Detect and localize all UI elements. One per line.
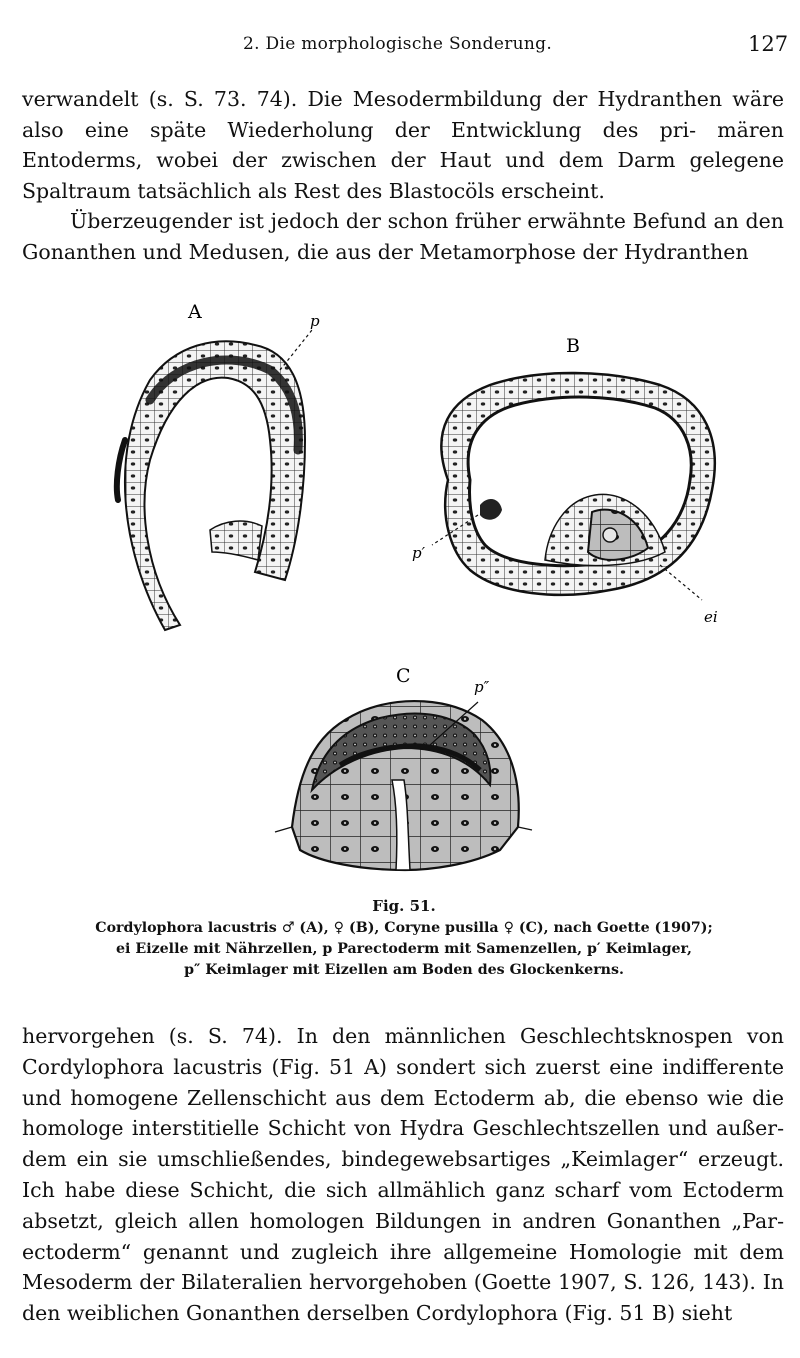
figure-label-a: A [188, 301, 202, 323]
figure-51 [0, 290, 800, 900]
text-line: absetzt, gleich allen homologen Bildungen in andren Gonanthen „Par- [22, 1208, 784, 1233]
text-line: mären Entoderms, wobei der zwischen der Haut und dem Darm [22, 117, 784, 173]
text-line: Ich habe diese Schicht, die sich allmählich ganz scharf vom Ectoderm [22, 1177, 784, 1202]
figure-label-p-prime: p′ [412, 544, 426, 562]
figure-a-drawing [117, 330, 312, 630]
text-line: Überzeugender ist jedoch der schon früher erwähnte Befund an den [70, 209, 784, 234]
page-number: 127 [748, 32, 789, 56]
running-title: 2. Die morphologische Sonderung. [243, 34, 553, 54]
text-line: gelegene Spaltraum tatsächlich als Rest des Blastocöls erscheint. [22, 148, 784, 203]
text-line: ectoderm“ genannt und zugleich ihre allgemeine Homologie mit dem [22, 1239, 784, 1264]
text-line: und homogene Zellenschicht aus dem Ectoderm ab, die ebenso wie die [22, 1085, 784, 1110]
figure-label-c: C [396, 665, 411, 687]
figure-number: Fig. 51. [372, 897, 436, 915]
text-paragraph-3 [22, 1021, 784, 1329]
page-header [0, 30, 800, 60]
figure-label-p: p [310, 312, 320, 330]
text-line: hervorgehen (s. S. 74). In den männlichen Geschlechtsknospen von [22, 1024, 784, 1048]
text-paragraph-2 [22, 206, 784, 267]
figure-illustration [0, 290, 800, 900]
figure-b-drawing [432, 373, 715, 600]
figure-c-drawing [275, 701, 532, 870]
body-text-top [22, 84, 784, 268]
text-line: homologe interstitielle Schicht von Hydra Geschlechtszellen und außer- [22, 1116, 784, 1141]
caption-line: Cordylophora lacustris ♂ (A), ♀ (B), Coryne pusilla ♀ (C), nach Goette (1907); [95, 920, 713, 936]
caption-line: ei Eizelle mit Nährzellen, p Parectoderm mit Samenzellen, p′ Keimlager, [116, 941, 692, 957]
text-line: wäre also eine späte Wiederholung der Entwicklung des pri- [22, 87, 784, 142]
figure-label-b: B [566, 335, 580, 357]
text-paragraph-1 [22, 84, 784, 206]
text-line: Cordylophora lacustris (Fig. 51 A) sondert sich zuerst eine indifferente [22, 1054, 784, 1079]
caption-line: p″ Keimlager mit Eizellen am Boden des Glockenkerns. [184, 962, 624, 978]
text-line: Gonanthen und Medusen, die aus der Metamorphose der Hydranthen [22, 239, 749, 264]
text-line: verwandelt (s. S. 73. 74). Die Mesodermbildung der Hydranthen [22, 87, 723, 111]
text-line: Mesoderm der Bilateralien hervorgehoben (Goette 1907, S. 126, 143). [22, 1270, 756, 1295]
text-line: In den weiblichen Gonanthen derselben Cordylophora (Fig. 51 B) sieht [22, 1270, 784, 1326]
text-line: dem ein sie umschließendes, bindegewebsartiges „Keimlager“ erzeugt. [22, 1147, 784, 1172]
body-text-bottom [22, 1021, 784, 1329]
figure-label-ei: ei [704, 608, 718, 626]
figure-label-p-double-prime: p″ [474, 678, 490, 696]
figure-caption [48, 896, 760, 981]
